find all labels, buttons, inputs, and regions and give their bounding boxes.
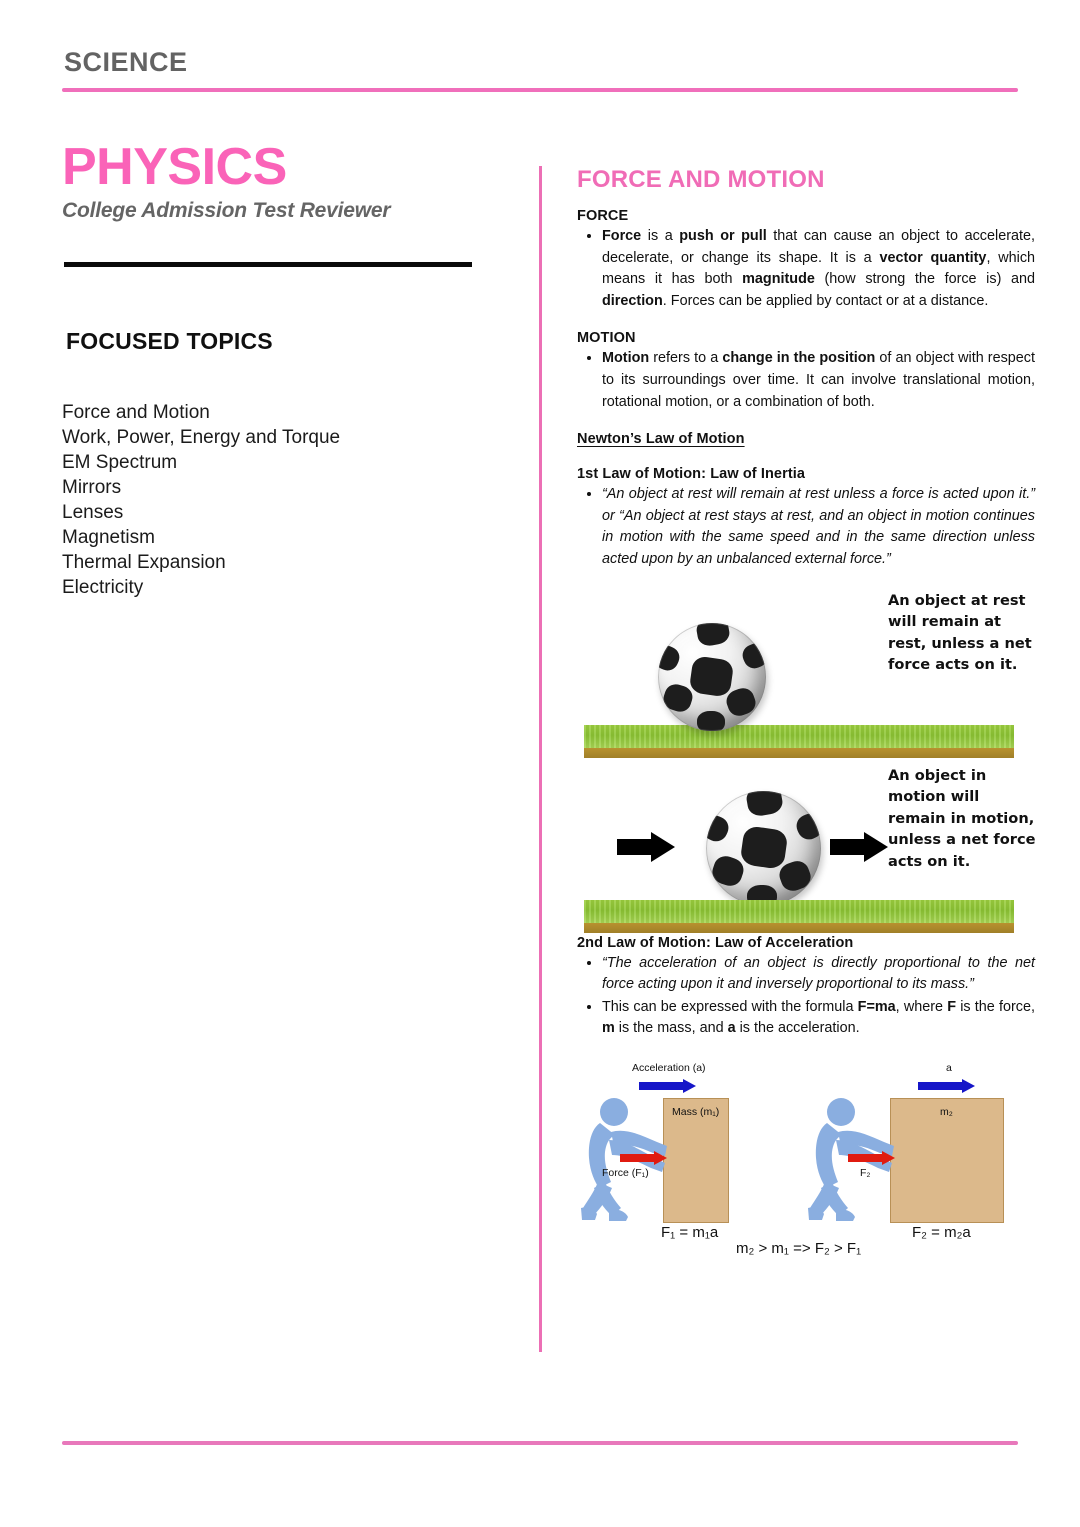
caption-object-in-motion: An object in motion will remain in motion, unless a net force acts on it. bbox=[888, 766, 1036, 870]
left-column bbox=[62, 140, 502, 601]
acceleration-arrow-left-icon bbox=[639, 1079, 696, 1093]
page-subtitle: College Admission Test Reviewer bbox=[62, 198, 391, 222]
fma-illustration bbox=[569, 1054, 1039, 1257]
page-title: PHYSICS bbox=[62, 138, 287, 196]
soccer-ball-at-rest bbox=[658, 623, 766, 731]
focused-topics-list bbox=[62, 401, 502, 601]
push-arrow-right-icon bbox=[830, 832, 888, 862]
list-item: Force and Motion bbox=[62, 401, 210, 423]
subheading-first-law: 1st Law of Motion: Law of Inertia bbox=[577, 466, 806, 483]
list-item: Magnetism bbox=[62, 526, 155, 548]
footer-divider-rule bbox=[62, 1441, 1018, 1445]
grass-surface bbox=[584, 725, 1014, 748]
list-item: • “An object at rest will remain at rest unless a force is acted upon it.” or “An object at rest stays at rest, and an object in motion continues in motion with the same speed and in the same direction unless acted upon by an unbalanced external force.” bbox=[602, 484, 1035, 570]
page-kicker: SCIENCE bbox=[64, 47, 188, 77]
subheading-force: FORCE bbox=[577, 208, 629, 224]
force-arrow-right-icon bbox=[848, 1151, 895, 1165]
list-item: Mirrors bbox=[62, 476, 122, 498]
list-item: Electricity bbox=[62, 576, 144, 598]
inertia-illustration bbox=[575, 587, 1035, 935]
motion-bullet-list bbox=[575, 348, 1035, 413]
focused-topics-heading: FOCUSED TOPICS bbox=[66, 327, 273, 354]
header-divider-rule bbox=[62, 88, 1018, 92]
label-force-left: Force (F₁) bbox=[602, 1166, 649, 1179]
grass-slab-top bbox=[584, 725, 1014, 758]
formula-right: F₂ = m₂a bbox=[912, 1223, 971, 1241]
list-item: EM Spectrum bbox=[62, 451, 178, 473]
slab-edge bbox=[584, 923, 1014, 933]
caption-object-at-rest: An object at rest will remain at rest, unless a net force acts on it. bbox=[888, 591, 1032, 674]
grass-slab-bottom bbox=[584, 900, 1014, 933]
grass-surface bbox=[584, 900, 1014, 923]
first-law-bullet-list bbox=[575, 484, 1035, 570]
section-title-force-and-motion: FORCE AND MOTION bbox=[577, 166, 825, 193]
list-item: • “The acceleration of an object is directly proportional to the net force acting upon it and inversely proportional to its mass.” bbox=[602, 953, 1035, 996]
label-force-right: F₂ bbox=[860, 1166, 871, 1179]
label-acceleration-right: a bbox=[946, 1061, 952, 1074]
slab-edge bbox=[584, 748, 1014, 758]
fma-panel-small-mass bbox=[575, 1054, 805, 1244]
fma-panel-large-mass bbox=[812, 1054, 1042, 1244]
force-arrow-left-icon bbox=[620, 1151, 667, 1165]
acceleration-arrow-right-icon bbox=[918, 1079, 975, 1093]
list-item: • This can be expressed with the formula F=ma, where F is the force, m is the mass, and a is the acceleration. bbox=[602, 997, 1035, 1040]
label-mass-right: m₂ bbox=[940, 1105, 953, 1118]
subheading-newtons-law-of-motion: Newton’s Law of Motion bbox=[577, 431, 745, 448]
list-item: • Motion refers to a change in the position of an object with respect to its surroundings over time. It can involve translational motion, rotational motion, or a combination of both. bbox=[602, 348, 1035, 413]
list-item: Thermal Expansion bbox=[62, 551, 226, 573]
list-item: • Force is a push or pull that can cause an object to accelerate, decelerate, or change its shape. It is a vector quantity, which means it has both magnitude (how strong the force is) and direction. Forces can be applied by contact or at a distance. bbox=[602, 226, 1035, 312]
second-law-bullet-list bbox=[575, 953, 1035, 1040]
force-bullet-list bbox=[575, 226, 1035, 312]
list-item: Lenses bbox=[62, 501, 124, 523]
label-acceleration-left: Acceleration (a) bbox=[632, 1061, 706, 1074]
subheading-motion: MOTION bbox=[577, 330, 636, 347]
page-header bbox=[62, 48, 1018, 92]
title-underline-rule bbox=[64, 262, 472, 267]
list-item: Work, Power, Energy and Torque bbox=[62, 426, 341, 448]
push-arrow-left-icon bbox=[617, 832, 675, 862]
right-column bbox=[575, 166, 1036, 1257]
column-divider bbox=[539, 166, 542, 1352]
label-mass-left: Mass (m₁) bbox=[672, 1105, 720, 1118]
subheading-second-law: 2nd Law of Motion: Law of Acceleration bbox=[577, 934, 854, 951]
formula-comparison: m₂ > m₁ => F₂ > F₁ bbox=[736, 1239, 862, 1257]
soccer-ball-in-motion bbox=[706, 791, 821, 906]
formula-left: F₁ = m₁a bbox=[661, 1223, 719, 1241]
